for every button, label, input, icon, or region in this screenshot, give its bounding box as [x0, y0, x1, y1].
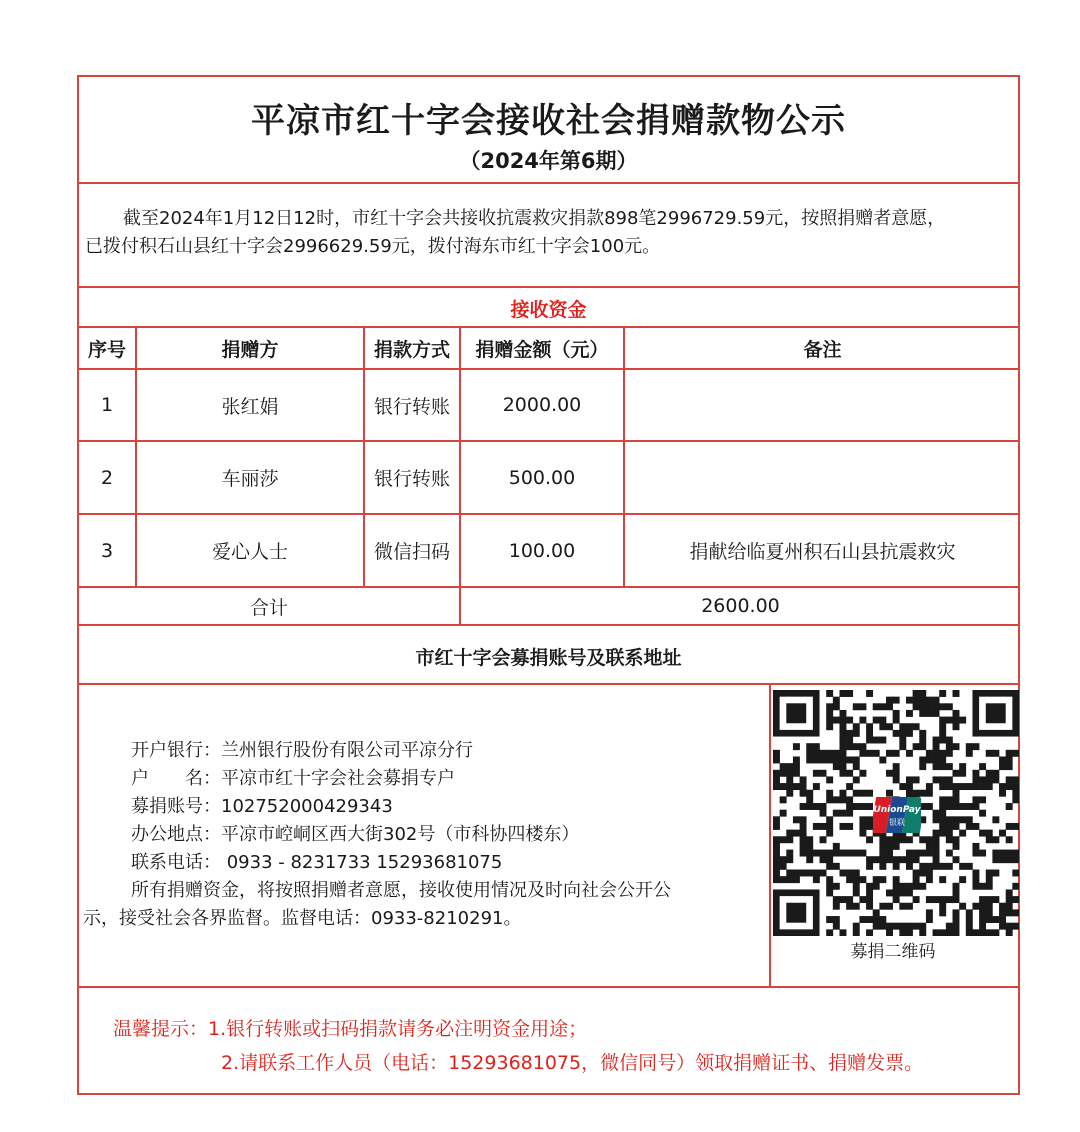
phone-line: 联系电话： 0933 - 8231733 15293681075 [131, 852, 503, 873]
disclosure-note-line-1: 所有捐赠资金，将按照捐赠者意愿，接收使用情况及时向社会公开公 [131, 880, 671, 901]
row1-amount: 2000.00 [502, 394, 582, 416]
row2-donor: 车丽莎 [221, 468, 279, 490]
col-header-method: 捐款方式 [373, 338, 450, 361]
row2-no: 2 [100, 466, 114, 489]
col-divider [363, 326, 365, 586]
unionpay-logo: UnionPay 银联 [873, 797, 921, 833]
row1-method: 银行转账 [373, 395, 450, 418]
row3-no: 3 [100, 539, 114, 562]
tips [113, 1012, 923, 1080]
intro-line-2: 已拨付积石山县红十字会2996629.59元，拨付海东市红十字会100元。 [85, 236, 661, 257]
row2-method: 银行转账 [373, 468, 450, 490]
divider [79, 182, 1018, 184]
row1-no: 1 [100, 394, 114, 416]
col-divider [135, 326, 137, 586]
disclosure-note-line-2: 示，接受社会各界监督。监督电话：0933-8210291。 [83, 908, 522, 929]
row3-amount: 100.00 [508, 539, 576, 562]
divider [79, 624, 1018, 626]
funds-section-title: 接收资金 [510, 299, 587, 321]
col-header-no: 序号 [87, 338, 126, 361]
row1-note [625, 370, 1020, 440]
total-value: 2600.00 [701, 595, 780, 617]
row3-method: 微信扫码 [373, 541, 450, 563]
col-divider [623, 326, 625, 586]
col-header-donor: 捐赠方 [221, 338, 279, 361]
row1-donor: 张红娟 [221, 395, 279, 418]
total-label: 合计 [249, 596, 288, 619]
bank-line: 开户银行：兰州银行股份有限公司平凉分行 [131, 740, 473, 761]
row3-donor: 爱心人士 [211, 541, 288, 563]
qr-divider [769, 683, 771, 988]
address-line: 办公地点：平凉市崆峒区西大街302号（市科协四楼东） [131, 824, 580, 845]
tip-line-2: 2.请联系工作人员（电话：15293681075，微信同号）领取捐赠证书、捐赠发票。 [221, 1052, 924, 1074]
account-number-line: 募捐账号：102752000429343 [131, 796, 393, 817]
divider [79, 286, 1018, 288]
divider [79, 986, 1018, 988]
col-header-amount: 捐赠金额（元） [475, 338, 609, 361]
announcement-sheet [77, 75, 1020, 1095]
col-divider [459, 326, 461, 624]
qr-label: 募捐二维码 [850, 942, 936, 962]
intro-paragraph [85, 205, 1008, 261]
col-header-note: 备注 [803, 338, 842, 361]
page-title: 平凉市红十字会接收社会捐赠款物公示 [251, 101, 846, 141]
contact-info [83, 737, 773, 933]
tip-line-1: 温馨提示：1.银行转账或扫码捐款请务必注明资金用途； [113, 1018, 588, 1040]
row2-amount: 500.00 [508, 466, 576, 489]
row2-note [625, 442, 1020, 513]
account-name-line: 户 名：平凉市红十字会社会募捐专户 [131, 768, 455, 789]
intro-line-1: 截至2024年1月12日12时，市红十字会共接收抗震救灾捐款898笔2996729.59元，按照捐赠者意愿， [123, 208, 946, 229]
divider [79, 683, 1018, 685]
page-subtitle: （2024年第6期） [459, 149, 638, 173]
account-section-title: 市红十字会募捐账号及联系地址 [415, 647, 682, 669]
row3-note: 捐献给临夏州积石山县抗震救灾 [689, 541, 956, 563]
